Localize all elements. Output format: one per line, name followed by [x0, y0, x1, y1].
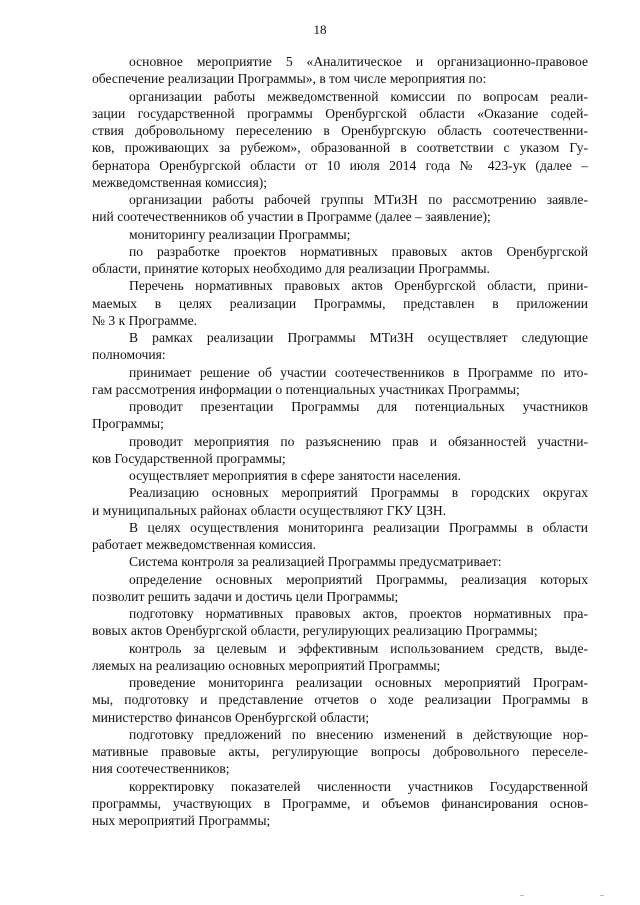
text-line: вовых актов Оренбургской области, регулирующих реализацию Программы; — [92, 623, 538, 639]
text-line: Реализацию основных мероприятий Программы в городских округах — [129, 485, 588, 501]
text-line: принимает решение об участии соотечественников в Программе по ито- — [129, 364, 588, 380]
text-line: проведение мониторинга реализации основных мероприятий Програм- — [129, 675, 588, 690]
text-line: обеспечение реализации Программы», в том числе мероприятия по: — [92, 71, 487, 87]
text-line: осуществляет мероприятия в сфере занятости населения. — [129, 468, 462, 483]
text-line: программы, участвующих в Программе, и объемов финансирования основ- — [92, 795, 588, 811]
scan-mark — [520, 895, 524, 896]
text-line: мы, подготовку и представление отчетов о ходе реализации Программы в — [92, 692, 588, 708]
text-line: определение основных мероприятий Программы, реализация которых — [129, 571, 588, 587]
text-line: ков Государственной программы; — [92, 450, 286, 466]
body-text — [92, 53, 588, 829]
text-line: гам рассмотрения информации о потенциальных участниках Программы; — [92, 381, 520, 397]
text-line: зации государственной программы Оренбургской области «Оказание содей- — [92, 105, 588, 121]
text-line: мониторингу реализации Программы; — [129, 226, 351, 242]
text-line: ляемых на реализацию основных мероприятий Программы; — [92, 657, 441, 673]
text-line: корректировку показателей численности участников Государственной — [129, 778, 588, 794]
text-line: В целях осуществления мониторинга реализации Программы в области — [129, 519, 588, 535]
text-line: организации работы рабочей группы МТиЗН по рассмотрению заявле- — [129, 192, 588, 207]
page-number: 18 — [313, 22, 327, 37]
text-line: организации работы межведомственной комиссии по вопросам реали- — [129, 88, 588, 104]
text-line: ных мероприятий Программы; — [92, 813, 271, 828]
text-line: по разработке проектов нормативных правовых актов Оренбургской — [129, 243, 588, 259]
text-line: В рамках реализации Программы МТиЗН осуществляет следующие — [129, 330, 588, 345]
text-line: бернатора Оренбургской области от 10 июля 2014 года № 423-ук (далее – — [92, 157, 588, 173]
text-line: проводит мероприятия по разъяснению прав и обязанностей участни- — [129, 433, 588, 449]
scan-mark — [600, 895, 604, 896]
text-line: ков, проживающих за рубежом», образованной в соответствии с указом Гу- — [92, 140, 588, 156]
text-line: министерство финансов Оренбургской области; — [92, 709, 370, 725]
text-line: ний соотечественников об участии в Программе (далее – заявление); — [92, 209, 491, 225]
text-line: подготовку нормативных правовых актов, проектов нормативных пра- — [129, 606, 588, 621]
text-line: Программы; — [92, 416, 164, 432]
text-line: полномочия: — [92, 347, 166, 363]
text-line: ния соотечественников; — [92, 761, 230, 777]
text-line: межведомственная комиссия); — [92, 174, 268, 190]
text-line: основное мероприятие 5 «Аналитическое и организационно-правовое — [129, 54, 588, 69]
text-line: позволит решить задачи и достичь цели Программы; — [92, 588, 399, 604]
text-line: ствия добровольному переселению в Оренбургскую область соотечественни- — [92, 123, 588, 138]
text-line: Перечень нормативных правовых актов Оренбургской области, прини- — [129, 278, 588, 294]
text-line: и муниципальных районах области осуществляют ГКУ ЦЗН. — [92, 502, 447, 518]
text-line: мативные правовые акты, регулирующие вопросы добровольного переселе- — [92, 744, 588, 759]
text-line: маемых в целях реализации Программы, представлен в приложении — [92, 295, 588, 311]
text-line: работает межведомственная комиссия. — [92, 537, 317, 552]
text-line: № 3 к Программе. — [92, 312, 198, 328]
text-line: проводит презентации Программы для потенциальных участников — [129, 399, 588, 414]
text-line: подготовку предложений по внесению изменений в действующие нор- — [129, 726, 588, 742]
text-line: Система контроля за реализацией Программы предусматривает: — [129, 554, 502, 570]
text-line: контроль за целевым и эффективным использованием средств, выде- — [129, 640, 588, 656]
text-line: области, принятие которых необходимо для реализации Программы. — [92, 261, 490, 276]
